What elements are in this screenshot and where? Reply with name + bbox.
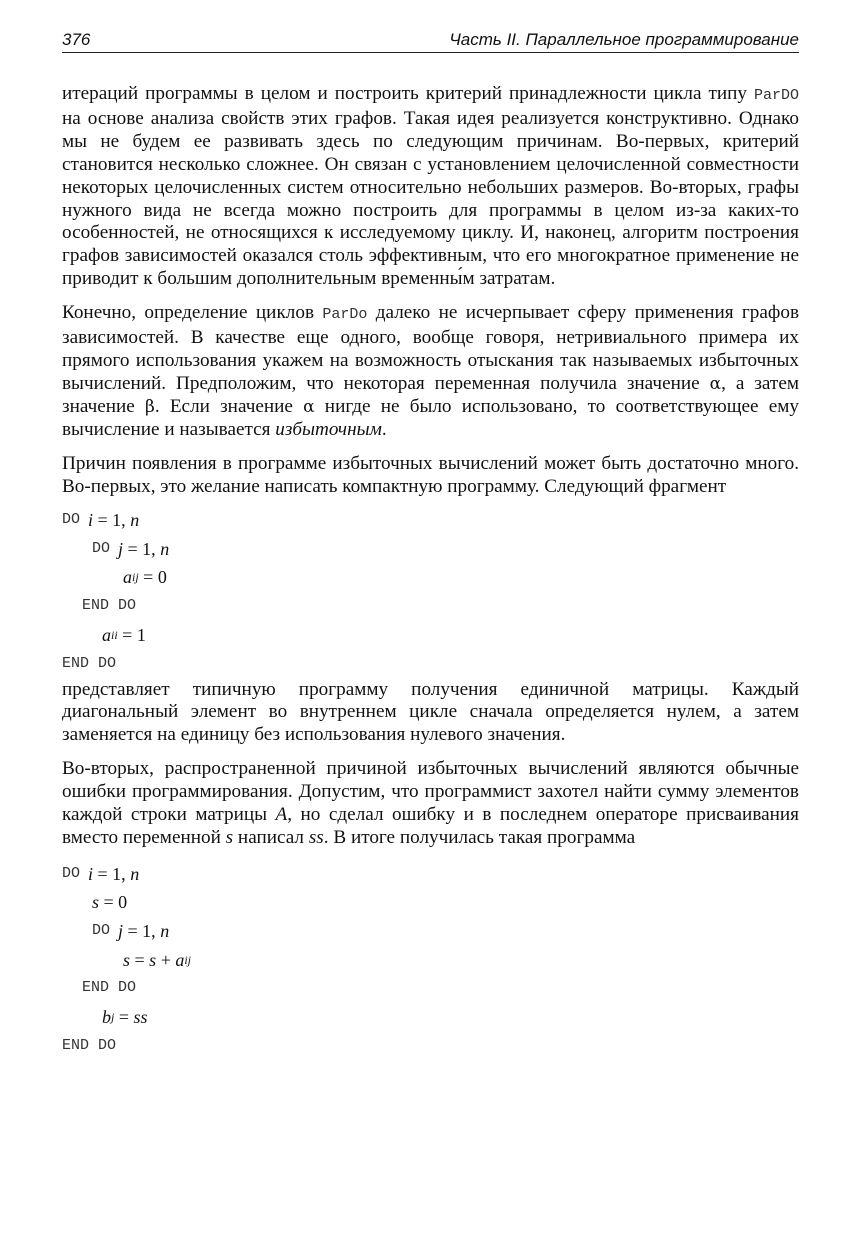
code-text: = — [130, 949, 150, 970]
beta-symbol: β — [145, 396, 155, 417]
paragraph-1 — [62, 83, 799, 291]
code-var: j — [118, 538, 124, 559]
code-text: = 1, — [123, 538, 161, 559]
code-line — [62, 592, 799, 621]
paragraph-1-text-a: итераций программы в целом и построить критерий принадлежности цикла типу — [62, 83, 754, 104]
code-term-pardo: ParDO — [753, 87, 799, 104]
code-line — [62, 650, 799, 679]
code-line — [62, 1032, 799, 1061]
paragraph-2-text-b: далеко не исчерпывает сферу применения графов зависимостей. В качестве еще одного, вообще говоря, нетривиального примера их прямого использования укажем на возможность отыскания так называемых избыточных вычислений. Предположим, что некоторая переменная получила значение — [62, 302, 800, 394]
paragraph-2-text-f: . — [381, 418, 387, 440]
code-var: a — [175, 949, 185, 970]
code-var: n — [130, 510, 140, 531]
code-line — [62, 975, 799, 1004]
code-text: = 1, — [93, 510, 131, 531]
paragraph-4: представляет типичную программу получения единичной матрицы. Каждый диагональный элемент во внутреннем цикле сначала определяется нулем, а затем заменяется на единицу без использования нулевого значения. — [62, 678, 799, 746]
code-listing-1 — [62, 506, 799, 678]
code-term-pardo-2: ParDo — [322, 306, 368, 324]
book-page — [62, 28, 799, 1061]
code-text: = — [114, 1007, 134, 1028]
alpha-symbol: α — [709, 373, 722, 394]
code-line — [62, 563, 799, 592]
code-subscript: j — [111, 1010, 115, 1025]
matrix-var: A — [275, 804, 288, 826]
code-subscript: ii — [111, 627, 118, 642]
code-var: n — [130, 863, 140, 884]
code-var: n — [160, 920, 170, 941]
running-title: Часть II. Параллельное программирование — [449, 30, 799, 49]
alpha-symbol-2: α — [303, 396, 315, 417]
code-subscript: ij — [184, 952, 192, 967]
code-var: s — [123, 949, 131, 970]
code-line — [62, 860, 799, 888]
code-var: s — [149, 949, 157, 970]
code-keyword: END DO — [82, 979, 137, 997]
code-line — [62, 888, 799, 917]
paragraph-2-text-a: Конечно, определение циклов — [62, 302, 323, 324]
code-var: ss — [133, 1007, 148, 1028]
code-text: = 1 — [117, 624, 146, 645]
paragraph-5-text-c: написал — [233, 827, 309, 849]
var-ss: ss — [308, 827, 324, 849]
paragraph-5-text-b: , но сделал ошибку и в последнем операторе присваивания вместо переменной — [62, 804, 800, 849]
emphasis-term: избыточным — [275, 418, 382, 440]
code-keyword: DO — [62, 864, 81, 882]
paragraph-3: Причин появления в программе избыточных вычислений может быть достаточно много. Во-первых, это желание написать компактную программу. Следующий фрагмент — [62, 452, 799, 497]
code-var: a — [102, 624, 111, 645]
code-line — [62, 506, 799, 534]
code-keyword: DO — [92, 539, 111, 557]
code-keyword: END DO — [62, 654, 117, 672]
code-var: s — [92, 892, 100, 913]
page-body — [62, 83, 799, 1061]
var-s: s — [225, 827, 234, 849]
paragraph-5-text-d: . В итоге получилась такая программа — [323, 827, 636, 849]
code-listing-2 — [62, 860, 799, 1061]
code-text: = 0 — [99, 892, 128, 913]
code-var: a — [123, 567, 132, 588]
code-line — [62, 1003, 799, 1032]
paragraph-1-text-b: на основе анализа свойств этих графов. Такая идея реализуется конструктивно. Однако мы не будем ее развивать здесь по следующим причинам. Во-первых, критерий становится несколько сложнее. Он связан с установлением целочисленной совместности некоторых целочисленных систем относительно небольших размеров. Во-вторых, графы нужного вида не всегда можно построить для программы в целом из-за каких-то особенностей, не относящихся к исследуемому циклу. И, наконец, алгоритм построения графов зависимостей оказался столь эффективным, что его многократное применение не приводит к большим дополнительным временны́м затратам. — [62, 107, 799, 290]
paragraph-2-text-c: , а затем значение — [62, 372, 799, 417]
code-text: = 1, — [123, 920, 161, 941]
paragraph-2 — [62, 302, 799, 441]
code-line — [62, 917, 799, 946]
code-var: n — [160, 538, 170, 559]
code-var: i — [88, 510, 94, 531]
paragraph-2-text-d: . Если значение — [154, 395, 304, 417]
code-text: = 1, — [93, 863, 131, 884]
page-number: 376 — [62, 30, 91, 49]
code-line — [62, 535, 799, 564]
paragraph-5-text-a: Во-вторых, распространенной причиной избыточных вычислений являются обычные ошибки программирования. Допустим, что программист захотел найти сумму элементов каждой строки матрицы — [62, 758, 799, 826]
running-header — [62, 28, 799, 53]
code-keyword: DO — [62, 511, 81, 529]
code-line — [62, 621, 799, 650]
paragraph-2-text-e: нигде не было использовано, то соответствующее ему вычисление и называется — [62, 395, 799, 440]
code-subscript: ij — [132, 570, 139, 585]
paragraph-5 — [62, 758, 799, 850]
code-text: = 0 — [138, 567, 167, 588]
code-keyword: DO — [92, 921, 111, 939]
code-line — [62, 946, 799, 975]
code-text: + — [156, 949, 176, 970]
code-keyword: END DO — [62, 1037, 117, 1055]
code-var: b — [102, 1007, 111, 1028]
code-var: i — [88, 863, 94, 884]
code-keyword: END DO — [82, 597, 137, 615]
code-var: j — [118, 920, 124, 941]
